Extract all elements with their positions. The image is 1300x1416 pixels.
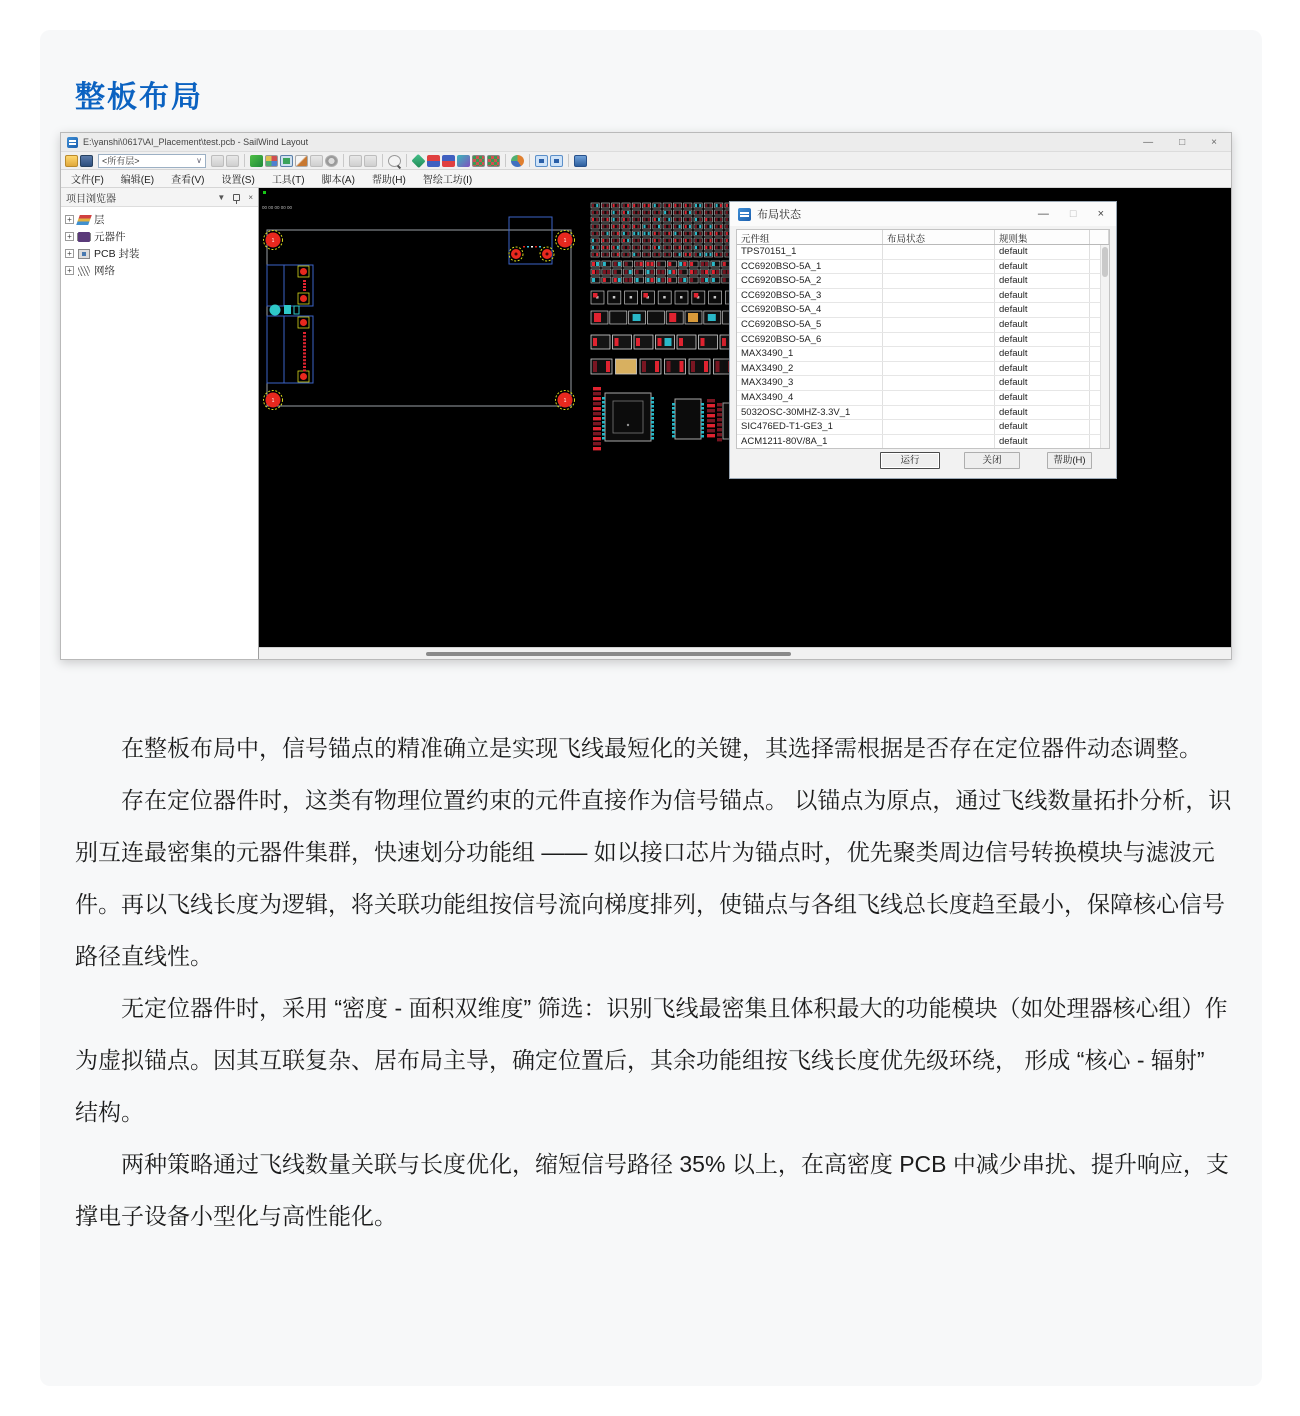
footprint-icon <box>78 249 90 259</box>
paragraph-2: 存在定位器件时，这类有物理位置约束的元件直接作为信号锚点。 以锚点为原点，通过飞线数量拓扑分析，识别互连最密集的元器件集群，快速划分功能组 —— 如以接口芯片为锚点时，优先聚类周边信号转换模块与滤波元件。再以飞线长度为逻辑，将关联功能组按信号流向梯度排列，使锚点与各组飞线总长度趋至最小，保障核心信号路径直线性。 <box>75 787 1232 969</box>
canvas-hscrollbar[interactable] <box>259 647 1231 659</box>
draw-line-icon[interactable] <box>295 155 308 167</box>
display-settings-icon[interactable] <box>280 155 293 167</box>
menu-view[interactable]: 查看(V) <box>171 175 205 186</box>
dialog-minimize-button[interactable]: — <box>1037 208 1049 220</box>
component-tool-icon[interactable] <box>310 155 323 167</box>
table-row[interactable]: MAX3490_1 default <box>737 347 1109 362</box>
save-icon[interactable] <box>80 155 93 167</box>
description-text <box>75 722 1233 1242</box>
expand-icon[interactable]: + <box>65 215 74 224</box>
svg-text:1: 1 <box>563 238 567 244</box>
table-row[interactable]: 5032OSC-30MHZ-3.3V_1 default <box>737 406 1109 421</box>
canvas-corner-text: 00 00 00 00 00 <box>262 205 293 210</box>
help-button[interactable]: 帮助(H) <box>1047 452 1092 469</box>
table-row[interactable]: SIC476ED-T1-GE3_1 default <box>737 420 1109 435</box>
window-title: E:\yanshi\0617\AI_Placement\test.pcb - SailWind Layout <box>83 137 309 147</box>
layer-select-dropdown[interactable] <box>98 154 206 168</box>
run-button[interactable]: 运行 <box>880 452 940 469</box>
table-row[interactable]: MAX3490_3 default <box>737 376 1109 391</box>
layer-select-value: <所有层> <box>102 156 140 166</box>
dialog-app-icon <box>738 208 751 221</box>
expand-icon[interactable]: + <box>65 249 74 258</box>
net-color-icon[interactable] <box>442 155 455 167</box>
table-row[interactable]: ACM1211-80V/8A_1 default <box>737 435 1109 449</box>
dialog-restore-button: □ <box>1069 208 1077 220</box>
table-row[interactable]: CC6920BSO-5A_3 default <box>737 289 1109 304</box>
table-row[interactable]: CC6920BSO-5A_1 default <box>737 260 1109 275</box>
expand-icon[interactable]: + <box>65 266 74 275</box>
drc-check-icon[interactable] <box>472 155 485 167</box>
menu-tools[interactable]: 工具(T) <box>271 175 305 186</box>
tree-item-components[interactable]: + 元器件 <box>65 228 258 245</box>
table-row[interactable]: CC6920BSO-5A_4 default <box>737 303 1109 318</box>
page-card <box>40 30 1262 1386</box>
col-component-group[interactable]: 元件组 <box>737 230 883 244</box>
copy-icon[interactable] <box>211 155 224 167</box>
tree-item-footprints[interactable]: + PCB 封装 <box>65 245 258 262</box>
table-vscrollbar-thumb[interactable] <box>1102 247 1108 277</box>
table-row[interactable]: MAX3490_4 default <box>737 391 1109 406</box>
project-browser-title: 项目浏览器 <box>66 193 116 205</box>
pin-icon[interactable] <box>233 194 240 201</box>
sailwind-window <box>60 132 1232 660</box>
dialog-close-button[interactable]: × <box>1097 208 1104 220</box>
menu-settings[interactable]: 设置(S) <box>221 175 255 186</box>
menu-edit[interactable]: 编辑(E) <box>120 175 155 186</box>
project-browser-header <box>61 188 258 207</box>
paste-icon[interactable] <box>226 155 239 167</box>
main-toolbar <box>61 151 1231 170</box>
tree-item-nets[interactable]: + 网络 <box>65 262 258 279</box>
dialog-title: 布局状态 <box>757 209 801 221</box>
col-ruleset[interactable]: 规则集 <box>995 230 1090 244</box>
table-row[interactable]: MAX3490_2 default <box>737 362 1109 377</box>
menu-help[interactable]: 帮助(H) <box>371 175 406 186</box>
window-minimize-button[interactable]: — <box>1143 136 1154 148</box>
open-file-icon[interactable] <box>65 155 78 167</box>
paragraph-1: 在整板布局中，信号锚点的精准确立是实现飞线最短化的关键，其选择需根据是否存在定位器件动态调整。 <box>121 735 1202 761</box>
net-icon <box>78 266 90 276</box>
table-header <box>737 230 1109 245</box>
dialog-titlebar <box>730 202 1116 226</box>
project-tree <box>61 207 258 279</box>
ai-routing-icon[interactable] <box>550 155 563 167</box>
table-row[interactable]: CC6920BSO-5A_6 default <box>737 333 1109 348</box>
menu-bar <box>61 170 1231 188</box>
undo-icon[interactable] <box>349 155 362 167</box>
ai-placement-icon[interactable] <box>535 155 548 167</box>
brush-icon[interactable] <box>457 155 470 167</box>
svg-text:1: 1 <box>563 398 567 404</box>
table-row[interactable]: CC6920BSO-5A_5 default <box>737 318 1109 333</box>
canvas-hscrollbar-thumb[interactable] <box>426 652 791 656</box>
panel-menu-icon[interactable]: ▼ <box>217 192 226 202</box>
col-layout-status[interactable]: 布局状态 <box>883 230 995 244</box>
workshop-icon[interactable] <box>574 155 587 167</box>
zoom-icon[interactable] <box>388 155 401 167</box>
layers-icon <box>76 215 92 225</box>
page-title: 整板布局 <box>75 81 203 114</box>
window-close-button[interactable]: × <box>1211 136 1217 148</box>
project-browser-panel <box>61 188 259 659</box>
menu-script[interactable]: 脚本(A) <box>321 175 355 186</box>
expand-icon[interactable]: + <box>65 232 74 241</box>
table-row[interactable]: TPS70151_1 default <box>737 245 1109 260</box>
svg-text:1: 1 <box>271 238 275 244</box>
chevron-down-icon: ∨ <box>196 156 202 165</box>
component-icon <box>78 232 90 242</box>
svg-text:1: 1 <box>271 398 275 404</box>
app-icon <box>67 137 78 148</box>
net-highlight-icon[interactable] <box>427 155 440 167</box>
route-icon[interactable] <box>250 155 263 167</box>
table-row[interactable]: CC6920BSO-5A_2 default <box>737 274 1109 289</box>
tree-item-layers[interactable]: + 层 <box>65 211 258 228</box>
verify-design-icon[interactable] <box>411 153 425 167</box>
layout-status-table <box>736 229 1110 449</box>
pan-icon[interactable] <box>325 155 338 167</box>
drc-report-icon[interactable] <box>487 155 500 167</box>
close-button[interactable]: 关闭 <box>964 452 1020 469</box>
menu-smart-workshop[interactable]: 智绘工坊(I) <box>422 175 473 186</box>
grid-settings-icon[interactable] <box>265 155 278 167</box>
redo-icon[interactable] <box>364 155 377 167</box>
options-icon[interactable] <box>511 155 524 167</box>
dialog-table-body <box>737 245 1109 449</box>
paragraph-3: 无定位器件时，采用 “密度 - 面积双维度” 筛选：识别飞线最密集且体积最大的功能模块（如处理器核心组）作为虚拟锚点。因其互联复杂、居布局主导，确定位置后，其余功能组按飞线长度优先级环绕， 形成 “核心 - 辐射” 结构。 <box>75 995 1228 1125</box>
window-restore-button[interactable]: □ <box>1179 136 1186 148</box>
menu-file[interactable]: 文件(F) <box>71 175 104 186</box>
window-titlebar <box>61 133 1231 151</box>
paragraph-4: 两种策略通过飞线数量关联与长度优化，缩短信号路径 35% 以上，在高密度 PCB 中减少串扰、提升响应，支撑电子设备小型化与高性能化。 <box>75 1151 1229 1229</box>
panel-close-icon[interactable]: × <box>248 192 253 202</box>
table-vscrollbar[interactable] <box>1100 245 1109 448</box>
layout-status-dialog <box>729 201 1117 479</box>
